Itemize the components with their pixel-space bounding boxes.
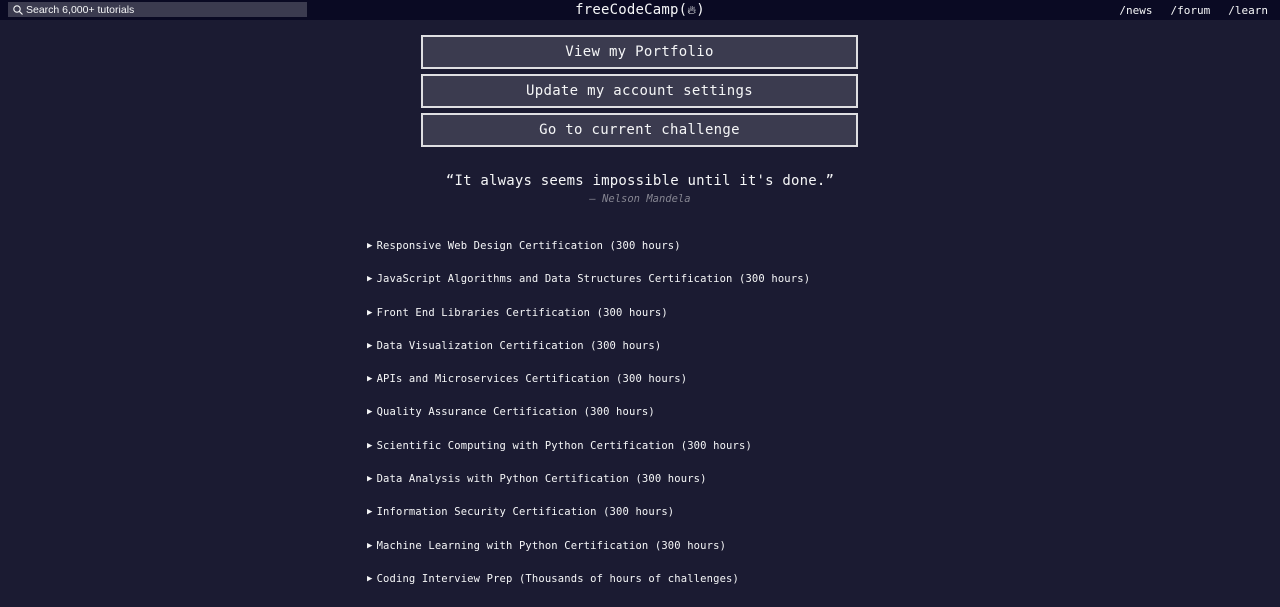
expand-arrow-icon: ▶ <box>367 407 373 418</box>
cert-item-data-analysis[interactable]: ▶ Data Analysis with Python Certification (300 hours) <box>367 473 707 486</box>
cert-item-responsive-web-design[interactable]: ▶ Responsive Web Design Certification (300 hours) <box>367 240 681 252</box>
expand-arrow-icon: ▶ <box>367 241 373 251</box>
search-input[interactable] <box>24 3 296 17</box>
cert-item-quality-assurance[interactable]: ▶ Quality Assurance Certification (300 hours) <box>367 406 655 419</box>
expand-arrow-icon: ▶ <box>367 540 373 551</box>
quote-block <box>0 173 1280 205</box>
expand-arrow-icon: ▶ <box>367 340 373 351</box>
search-icon <box>12 4 24 16</box>
cert-item-information-security[interactable]: ▶ Information Security Certification (300 hours) <box>367 506 675 519</box>
nav-links <box>1119 0 1268 20</box>
expand-arrow-icon: ▶ <box>367 573 373 584</box>
fire-icon: 🔥︎ <box>687 2 697 17</box>
expand-arrow-icon: ▶ <box>367 274 373 285</box>
expand-arrow-icon: ▶ <box>367 307 373 318</box>
quote-text: “It always seems impossible until it's done.” <box>445 173 835 189</box>
view-portfolio-button[interactable]: View my Portfolio <box>421 35 858 69</box>
top-navbar <box>0 0 1280 20</box>
cert-item-coding-interview-prep[interactable]: ▶ Coding Interview Prep (Thousands of hours of challenges) <box>367 572 739 585</box>
brand-name: freeCodeCamp <box>575 2 679 18</box>
expand-arrow-icon: ▶ <box>367 374 373 385</box>
cert-item-apis-microservices[interactable]: ▶ APIs and Microservices Certification (300 hours) <box>367 373 688 386</box>
action-buttons <box>421 35 858 152</box>
expand-arrow-icon: ▶ <box>367 440 373 451</box>
nav-link-news[interactable]: /news <box>1119 3 1153 17</box>
expand-arrow-icon: ▶ <box>367 474 373 485</box>
search-bar[interactable] <box>8 2 307 17</box>
logo[interactable]: freeCodeCamp ( 🔥︎ ) <box>575 2 705 18</box>
expand-arrow-icon: ▶ <box>367 507 373 518</box>
certification-list <box>367 240 810 606</box>
nav-link-forum[interactable]: /forum <box>1170 3 1211 17</box>
cert-item-javascript-algorithms[interactable]: ▶ JavaScript Algorithms and Data Structures Certification (300 hours) <box>367 273 811 286</box>
cert-item-scientific-computing[interactable]: ▶ Scientific Computing with Python Certification (300 hours) <box>367 439 752 452</box>
nav-link-learn[interactable]: /learn <box>1228 3 1268 17</box>
cert-item-machine-learning[interactable]: ▶ Machine Learning with Python Certification (300 hours) <box>367 539 727 552</box>
quote-author: — Nelson Mandela <box>589 193 691 205</box>
cert-item-data-visualization[interactable]: ▶ Data Visualization Certification (300 hours) <box>367 339 662 352</box>
account-settings-button[interactable]: Update my account settings <box>421 74 858 108</box>
current-challenge-button[interactable]: Go to current challenge <box>421 113 858 147</box>
cert-item-front-end-libraries[interactable]: ▶ Front End Libraries Certification (300 hours) <box>367 306 668 319</box>
